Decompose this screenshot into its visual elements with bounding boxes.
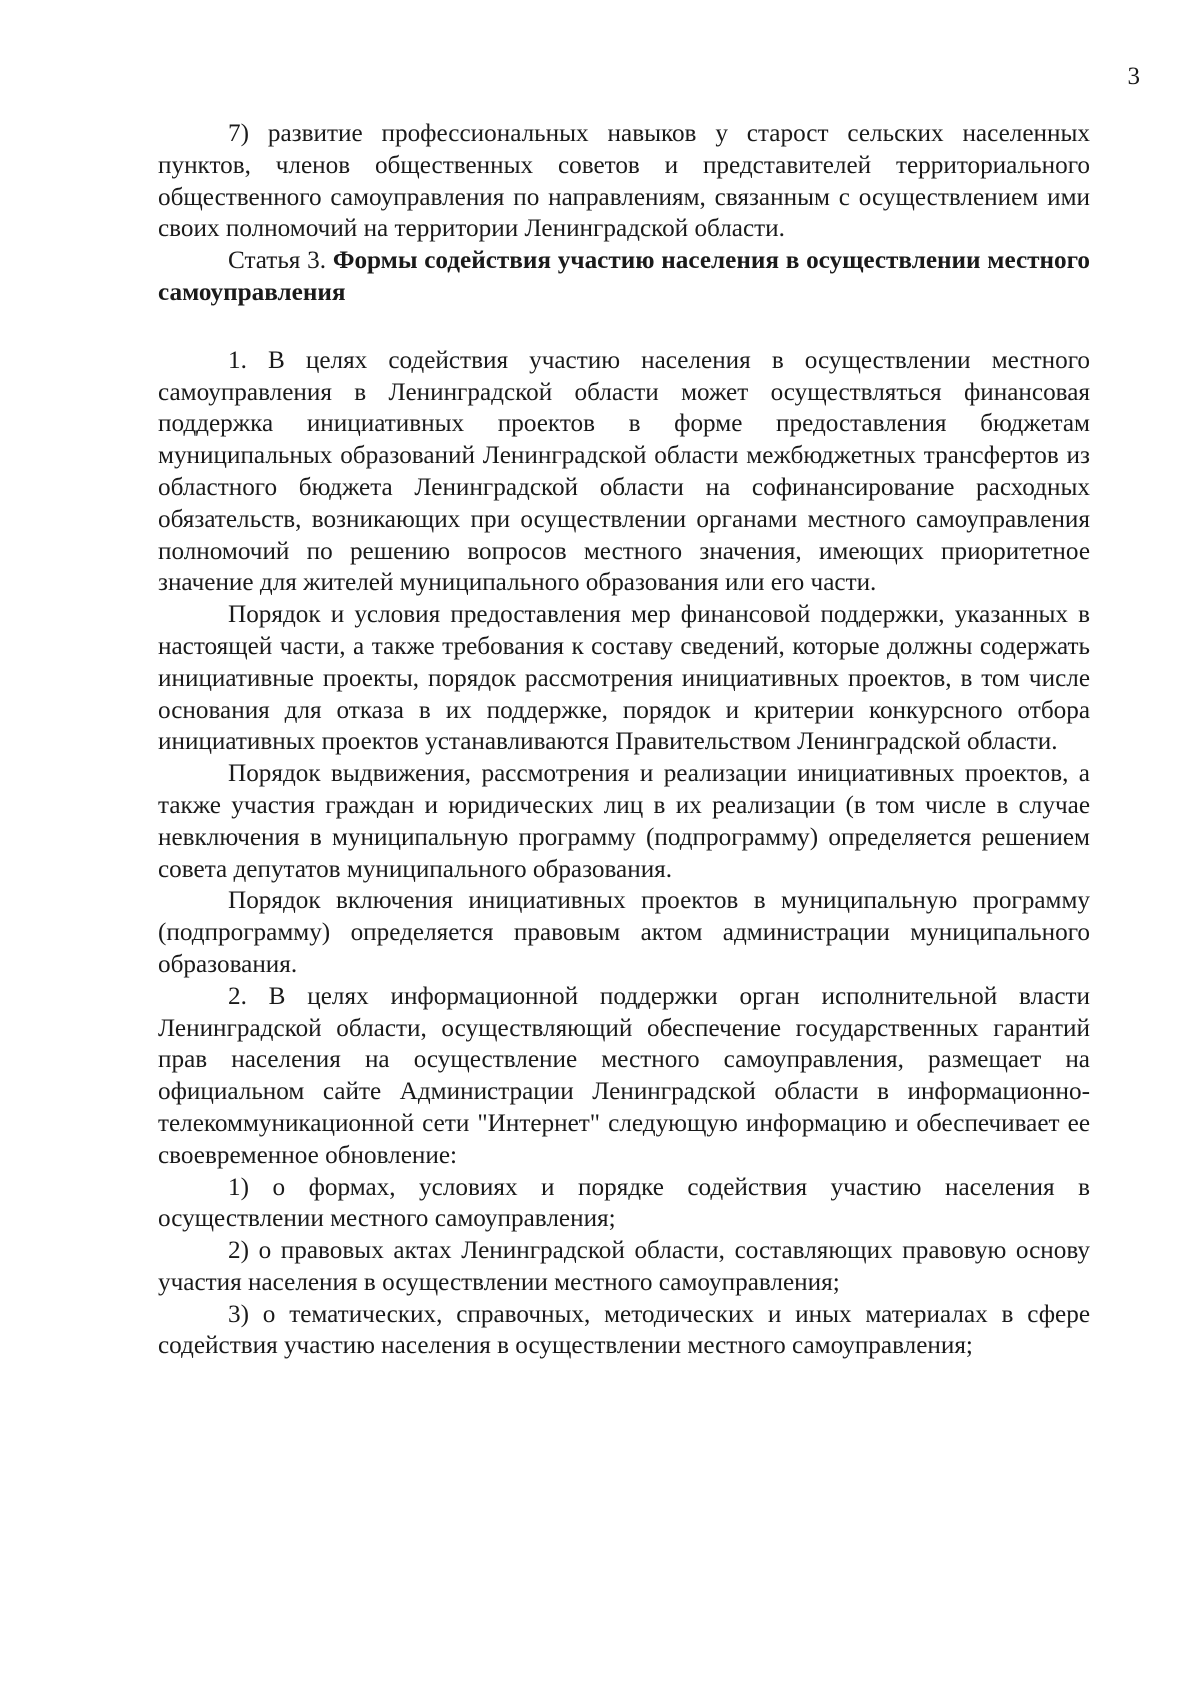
page-number: 3	[1127, 63, 1140, 90]
paragraph-order-nomination: Порядок выдвижения, рассмотрения и реализации инициативных проектов, а также участия граждан и юридических лиц в их реализации (в том числе в случае невключения в муниципальную программу (подпрограмму) определяется решением совета депутатов муниципального образования.	[158, 760, 1090, 883]
paragraph-part-1: 1. В целях содействия участию населения в осуществлении местного самоуправления в Ленинградской области может осуществляться финансовая поддержка инициативных проектов в форме предоставления бюджетам муниципальных образований Ленинградской области межбюджетных трансфертов из областного бюджета Ленинградской области на софинансирование расходных обязательств, возникающих при осуществлении органами местного самоуправления полномочий по решению вопросов местного значения, имеющих приоритетное значение для жителей муниципального образования или его части.	[158, 346, 1090, 597]
article-heading	[158, 245, 1090, 309]
paragraph-list-item-2: 2) о правовых актах Ленинградской области, составляющих правовую основу участия населения в осуществлении местного самоуправления;	[158, 1237, 1090, 1296]
paragraph-part-2: 2. В целях информационной поддержки орган исполнительной власти Ленинградской области, осуществляющий обеспечение государственных гарантий прав населения на осуществление местного самоуправления, размещает на официальном сайте Администрации Ленинградской области в информационно-телекоммуникационной сети "Интернет" следующую информацию и обеспечивает ее своевременное обновление:	[158, 982, 1090, 1169]
paragraph-list-item-1: 1) о формах, условиях и порядке содействия участию населения в осуществлении местного самоуправления;	[158, 1173, 1090, 1233]
article-label: Статья 3.	[228, 247, 327, 275]
paragraph-list-item-3: 3) о тематических, справочных, методических и иных материалах в сфере содействия участию населения в осуществлении местного самоуправления;	[158, 1300, 1090, 1360]
paragraph-item-7: 7) развитие профессиональных навыков у старост сельских населенных пунктов, членов общественных советов и представителей территориального общественного самоуправления по направлениям, связанным с осуществлением ими своих полномочий на территории Ленинградской области.	[158, 120, 1090, 243]
paragraph-order-conditions: Порядок и условия предоставления мер финансовой поддержки, указанных в настоящей части, а также требования к составу сведений, которые должны содержать инициативные проекты, порядок рассмотрения инициативных проектов, в том числе основания для отказа в их поддержке, порядок и критерии конкурсного отбора инициативных проектов устанавливаются Правительством Ленинградской области.	[158, 601, 1090, 756]
paragraph-order-inclusion: Порядок включения инициативных проектов в муниципальную программу (подпрограмму) определяется правовым актом администрации муниципального образования.	[158, 887, 1090, 978]
article-title: Формы содействия участию населения в осуществлении местного самоуправления	[158, 247, 1091, 306]
